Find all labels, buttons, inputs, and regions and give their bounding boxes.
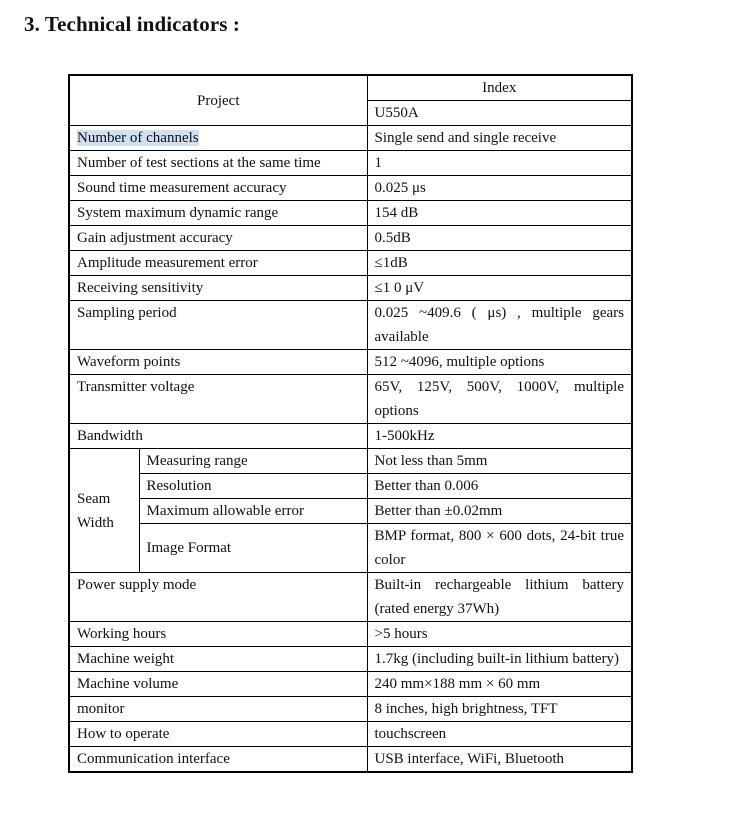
row-label: Working hours xyxy=(69,622,367,647)
table-row xyxy=(69,176,632,201)
technical-indicators-table xyxy=(68,74,633,773)
row-label xyxy=(69,126,367,151)
table-row xyxy=(69,622,632,647)
row-value: 0.5dB xyxy=(367,226,632,251)
row-label: monitor xyxy=(69,697,367,722)
row-label: Machine volume xyxy=(69,672,367,697)
row-value: 1 xyxy=(367,151,632,176)
row-label: Gain adjustment accuracy xyxy=(69,226,367,251)
table-row xyxy=(69,697,632,722)
row-label: Sound time measurement accuracy xyxy=(69,176,367,201)
table-row xyxy=(69,251,632,276)
section-heading: 3. Technical indicators : xyxy=(24,12,241,36)
table-row xyxy=(69,201,632,226)
table-row xyxy=(69,449,632,474)
table-row xyxy=(69,424,632,449)
table-row xyxy=(69,499,632,524)
row-label: Power supply mode xyxy=(69,573,367,622)
table-row xyxy=(69,350,632,375)
row-label: Waveform points xyxy=(69,350,367,375)
table-row xyxy=(69,747,632,773)
row-value: 0.025 μs xyxy=(367,176,632,201)
row-label: Resolution xyxy=(139,474,367,499)
row-value: USB interface, WiFi, Bluetooth xyxy=(367,747,632,773)
row-label: How to operate xyxy=(69,722,367,747)
table-row xyxy=(69,573,632,622)
table-row xyxy=(69,474,632,499)
row-value: >5 hours xyxy=(367,622,632,647)
row-value: Single send and single receive xyxy=(367,126,632,151)
row-value: Built-in rechargeable lithium battery (rated energy 37Wh) xyxy=(367,573,632,622)
table-row xyxy=(69,301,632,350)
row-value: touchscreen xyxy=(367,722,632,747)
row-value: 512 ~4096, multiple options xyxy=(367,350,632,375)
table-row xyxy=(69,524,632,573)
row-label: System maximum dynamic range xyxy=(69,201,367,226)
row-value: ≤1 0 μV xyxy=(367,276,632,301)
row-label: Maximum allowable error xyxy=(139,499,367,524)
table-row xyxy=(69,226,632,251)
table-row xyxy=(69,647,632,672)
header-index: Index xyxy=(367,75,632,101)
row-value: Not less than 5mm xyxy=(367,449,632,474)
row-label: Image Format xyxy=(139,524,367,573)
table-row xyxy=(69,276,632,301)
row-label: Amplitude measurement error xyxy=(69,251,367,276)
row-label: Transmitter voltage xyxy=(69,375,367,424)
header-project: Project xyxy=(69,75,367,126)
table-row xyxy=(69,375,632,424)
table-row xyxy=(69,722,632,747)
row-value: 1.7kg (including built-in lithium battery) xyxy=(367,647,632,672)
row-value: Better than 0.006 xyxy=(367,474,632,499)
row-label: Sampling period xyxy=(69,301,367,350)
row-value: BMP format, 800 × 600 dots, 24-bit true color xyxy=(367,524,632,573)
row-label: Machine weight xyxy=(69,647,367,672)
row-value: 8 inches, high brightness, TFT xyxy=(367,697,632,722)
row-label: Bandwidth xyxy=(69,424,367,449)
row-value: 240 mm×188 mm × 60 mm xyxy=(367,672,632,697)
row-value: 0.025 ~409.6 ( μs) , multiple gears available xyxy=(367,301,632,350)
row-label: Communication interface xyxy=(69,747,367,773)
row-value: ≤1dB xyxy=(367,251,632,276)
row-label: Number of test sections at the same time xyxy=(69,151,367,176)
table-row xyxy=(69,672,632,697)
header-model: U550A xyxy=(367,101,632,126)
row-label: Receiving sensitivity xyxy=(69,276,367,301)
highlighted-text: Number of channels xyxy=(77,130,199,146)
seam-width-label: Seam Width xyxy=(69,449,139,573)
row-value: 1-500kHz xyxy=(367,424,632,449)
table-row xyxy=(69,126,632,151)
row-value: 154 dB xyxy=(367,201,632,226)
table-header-row xyxy=(69,75,632,101)
row-value: 65V, 125V, 500V, 1000V, multiple options xyxy=(367,375,632,424)
table-row xyxy=(69,151,632,176)
row-value: Better than ±0.02mm xyxy=(367,499,632,524)
row-label: Measuring range xyxy=(139,449,367,474)
